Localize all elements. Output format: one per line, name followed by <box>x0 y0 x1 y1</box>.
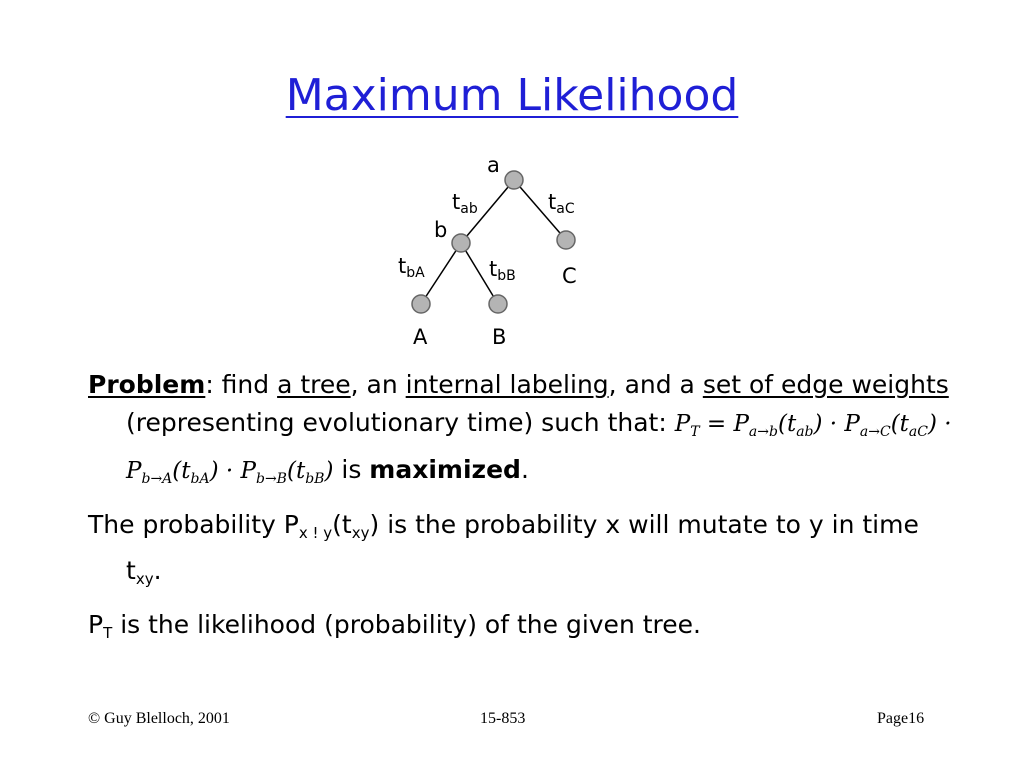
node-label-b: b <box>434 218 448 242</box>
problem-label: Problem <box>88 370 206 399</box>
a-tree-term: a tree <box>277 370 351 399</box>
node-a <box>505 171 523 189</box>
likelihood-definition: $P_T$ is the likelihood (probability) of the given tree. <box>88 610 701 642</box>
node-B <box>489 295 507 313</box>
slide-title: Maximum Likelihood <box>285 70 739 121</box>
node-C <box>557 231 575 249</box>
maximized-term: maximized <box>369 455 521 484</box>
node-A <box>412 295 430 313</box>
probability-definition: The probability $P_{x ! y}(t_{xy})$ is the probability x will mutate to y in time $t_{xy}$. <box>88 510 919 588</box>
node-label-B: B <box>492 325 507 349</box>
edge-label-aC: $t_{aC}$ <box>548 190 575 217</box>
phylogenetic-tree-diagram <box>0 0 1024 360</box>
edge-label-bA: $t_{bA}$ <box>398 254 425 281</box>
internal-labeling-term: internal labeling <box>405 370 609 399</box>
edge-weights-term: set of edge weights <box>702 370 949 399</box>
problem-paragraph: Problem: find a tree, an internal labeling, and a set of edge weights (representing evolutionary time) such that: $P_T = P_{a\to b}(t_{ab}) \cdot P_{a\to C}(t_{aC}) \cdot P_{b\to A}(t_{bA}) \cdot P_{b\to B}(t_{bB})$ is maximized. <box>88 370 952 487</box>
node-b <box>452 234 470 252</box>
node-label-C: C <box>562 264 577 288</box>
footer-course: 15-853 <box>480 710 526 727</box>
edge-b-A <box>421 243 461 304</box>
node-label-A: A <box>413 325 428 349</box>
footer-page: Page16 <box>877 710 925 727</box>
edge-label-bB: $t_{bB}$ <box>489 257 516 284</box>
footer-copyright: © Guy Blelloch, 2001 <box>88 710 230 727</box>
slide-body <box>88 366 958 652</box>
edge-label-ab: $t_{ab}$ <box>452 190 478 217</box>
node-label-a: a <box>487 153 500 177</box>
likelihood-formula: $P_T = P_{a\to b}(t_{ab}) \cdot P_{a\to C}(t_{aC}) \cdot P_{b\to A}(t_{bA}) \cdot P_{b\to B}(t_{bB})$ <box>126 411 952 487</box>
